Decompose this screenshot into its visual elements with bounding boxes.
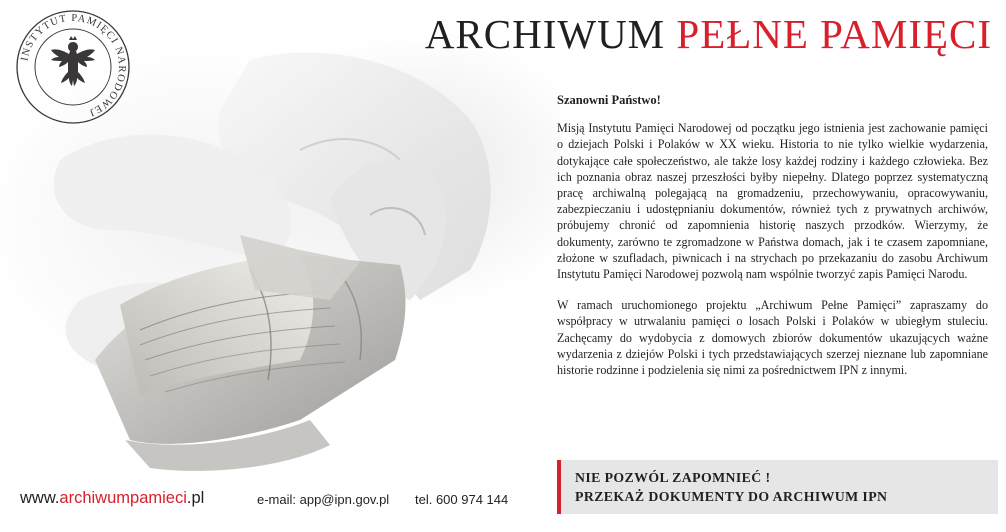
letter-greeting: Szanowni Państwo! [557,93,661,107]
title-part-pelne-pamieci: PEŁNE PAMIĘCI [676,11,992,57]
website-name: archiwumpamieci [59,489,187,507]
letter-paragraph-1: Misją Instytutu Pamięci Narodowej od początku jego istnienia jest zachowanie pamięci o dziejach Polski i Polaków w XX wieku. Historia to nie tylko wielkie wydarzenia, dotykające całe społeczeństwo, ale także losy każdej rodziny i każdego człowieka. Bez ich poznania obraz naszej przeszłości byłby niepełny. Dlatego poprzez systematyczną pracę archiwalną polegającą na gromadzeniu, przechowywaniu, opracowywaniu, zabezpieczaniu i udostępnianiu dokumentów, również tych z prywatnych archiwów, próbujemy chronić od zapomnienia historię naszych przodków. Wierzymy, że dokumenty, zarówno te zgromadzone w Państwa domach, jak i te czasem zapomniane, złożone w szufladach, piwnicach i na strychach po przekazaniu do zasobu Archiwum Instytutu Pamięci Narodowej pozwolą nam wspólnie tworzyć zapis Pamięci Narodu. [557,121,988,282]
letter-paragraph-2: W ramach uruchomionego projektu „Archiwum Pełne Pamięci” zapraszamy do współpracy w utrwalaniu pamięci o losach Polski i Polaków w ubiegłym stuleciu. Zachęcamy do wydobycia z domowych zbiorów dokumentów ukazujących ważne wydarzenia z dziejów Polski i tych przedstawiających szerzej nieznane lub zapomniane historie rodzinne i podzielenia się nimi za pośrednictwem IPN z innymi. [557,298,988,378]
website-suffix: .pl [186,489,205,507]
email-contact[interactable]: e-mail: app@ipn.gov.pl [257,492,390,507]
footer [20,489,550,511]
cta-line-2: PRZEKAŻ DOKUMENTY DO ARCHIWUM IPN [575,489,888,504]
phone-contact[interactable]: tel. 600 974 144 [415,492,509,507]
website-link[interactable] [20,489,204,508]
letter-body [557,92,988,393]
website-prefix: www. [20,489,60,507]
page-title [424,11,992,57]
eagle-icon [51,36,95,86]
title-part-archiwum: ARCHIWUM [424,11,666,57]
ipn-seal-logo [14,8,132,126]
call-to-action-box [557,460,998,514]
cta-line-1: NIE POZWÓL ZAPOMNIEĆ ! [575,470,771,485]
svg-text:INSTYTUT PAMIĘCI NARODOWEJ: INSTYTUT PAMIĘCI NARODOWEJ [19,12,128,118]
